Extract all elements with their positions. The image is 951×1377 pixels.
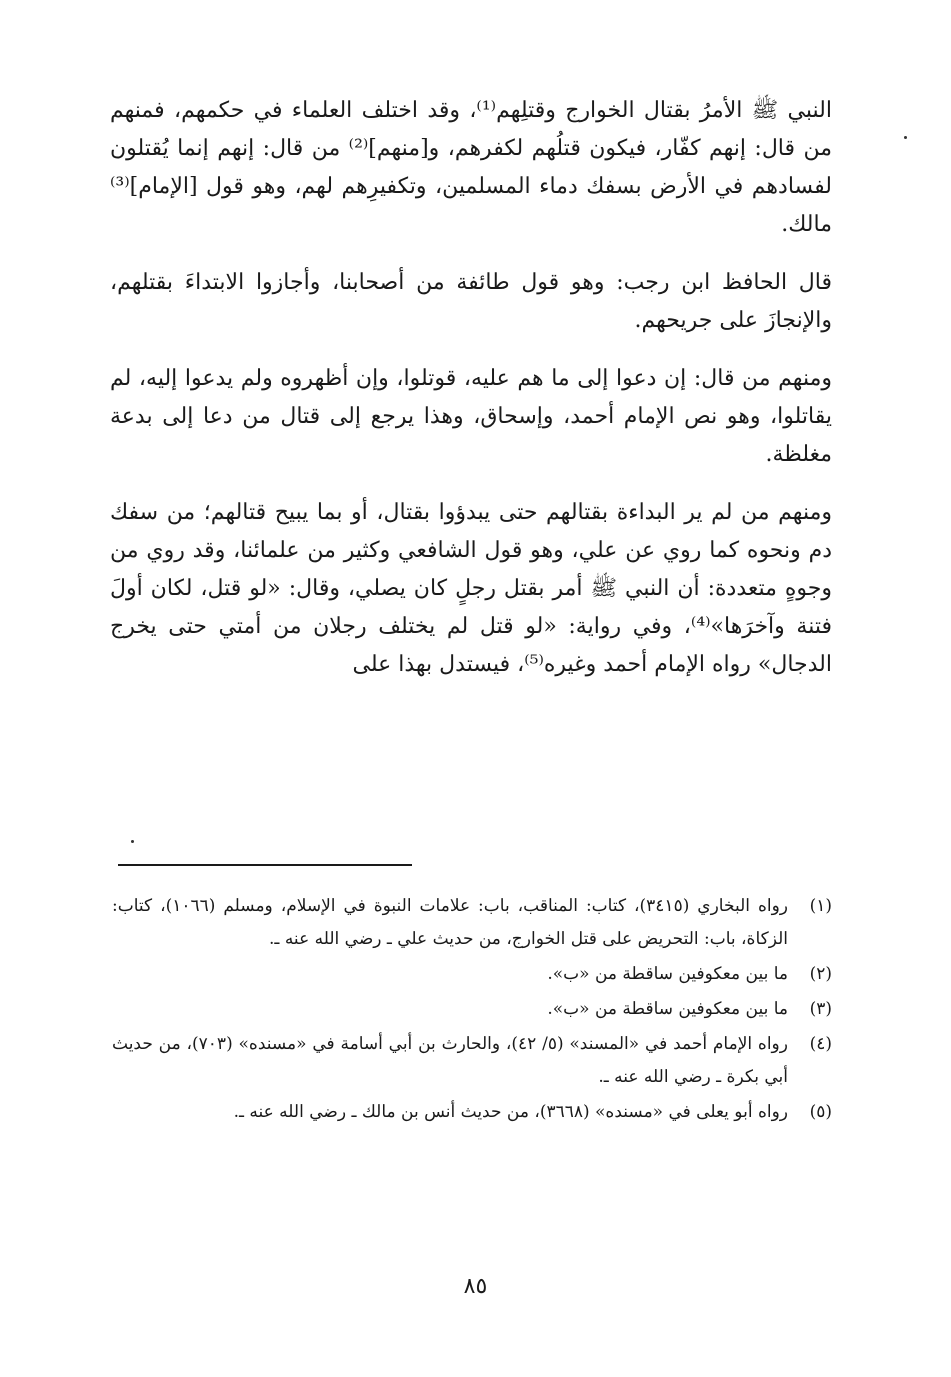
main-text bbox=[110, 92, 832, 704]
footnote-text: ما بين معكوفين ساقطة من «ب». bbox=[547, 964, 788, 984]
footnote-number: (١) bbox=[809, 896, 832, 916]
footnote-3 bbox=[112, 993, 832, 1026]
page-number: ٨٥ bbox=[463, 1274, 488, 1299]
paragraph-3: ومنهم من قال: إن دعوا إلى ما هم عليه، قوتلوا، وإن أظهروه ولم يدعوا إليه، لم يقاتلوا، وهو نص الإمام أحمد، وإسحاق، وهذا يرجع إلى قتال من دعا إلى بدعة مغلظة. bbox=[110, 366, 832, 467]
footnote-number: (٣) bbox=[809, 999, 832, 1019]
footnotes bbox=[112, 890, 832, 1131]
paragraph-1: النبي ﷺ الأمرُ بقتال الخوارج وقتلِهم⁽¹⁾، وقد اختلف العلماء في حكمهم، فمنهم من قال: إنهم كفّار، فيكون قتلُهم لكفرهم، و[منهم]⁽²⁾ من قال: إنهم إنما يُقتلون لفسادهم في الأرض بسفك دماء المسلمين، وتكفيرِهم لهم، وهو قول [الإمام]⁽³⁾ مالك. bbox=[110, 98, 832, 237]
scan-speck bbox=[131, 840, 134, 843]
footnote-text: رواه الإمام أحمد في «المسند» (٥/ ٤٢)، والحارث بن أبي أسامة في «مسنده» (٧٠٣)، من حديث أبي بكرة ـ رضي الله عنه ـ. bbox=[112, 1034, 788, 1087]
footnote-text: رواه أبو يعلى في «مسنده» (٣٦٦٨)، من حديث أنس بن مالك ـ رضي الله عنه ـ. bbox=[233, 1102, 788, 1122]
footnote-divider bbox=[118, 864, 412, 866]
paragraph-2: قال الحافظ ابن رجب: وهو قول طائفة من أصحابنا، وأجازوا الابتداءَ بقتلهم، والإنجازَ على جريحهم. bbox=[110, 270, 832, 333]
footnote-number: (٢) bbox=[809, 964, 832, 984]
footnote-1 bbox=[112, 890, 832, 956]
footnote-4 bbox=[112, 1028, 832, 1094]
footnote-5 bbox=[112, 1096, 832, 1129]
footnote-number: (٤) bbox=[809, 1034, 832, 1054]
paragraph-4: ومنهم من لم ير البداءة بقتالهم حتى يبدؤوا بقتال، أو بما يبيح قتالهم؛ من سفك دم ونحوه كما روي عن علي، وهو قول الشافعي وكثير من علمائنا، وقد روي من وجوهٍ متعددة: أن النبي ﷺ أمر بقتل رجلٍ كان يصلي، وقال: «لو قتل، لكان أولَ فتنة وآخرَها»⁽⁴⁾، وفي رواية: «لو قتل لم يختلف رجلان من أمتي حتى يخرج الدجال» رواه الإمام أحمد وغيره⁽⁵⁾، فيستدل بهذا على bbox=[110, 500, 832, 677]
footnote-2 bbox=[112, 958, 832, 991]
footnote-text: ما بين معكوفين ساقطة من «ب». bbox=[547, 999, 788, 1019]
footnote-number: (٥) bbox=[809, 1102, 832, 1122]
footnote-text: رواه البخاري (٣٤١٥)، كتاب: المناقب، باب: علامات النبوة في الإسلام، ومسلم (١٠٦٦)، كتاب: الزكاة، باب: التحريض على قتل الخوارج، من حديث علي ـ رضي الله عنه ـ. bbox=[112, 896, 788, 949]
scan-speck bbox=[904, 136, 907, 139]
